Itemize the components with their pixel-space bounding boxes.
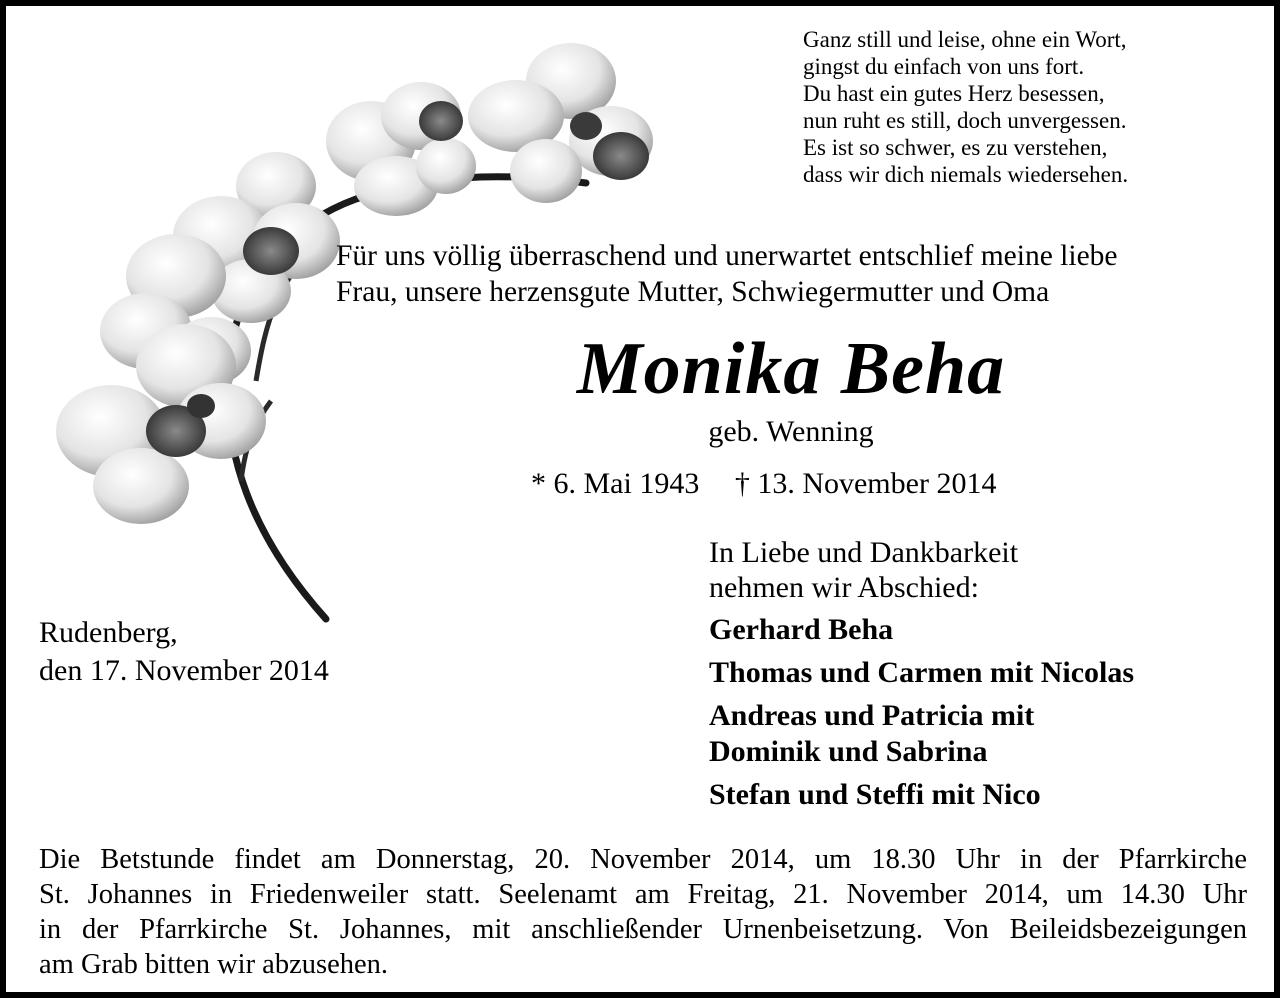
- farewell-text: [709, 535, 1249, 605]
- place-line: Rudenberg,: [39, 616, 178, 649]
- intro-text: [336, 238, 1266, 310]
- place-and-date: [39, 614, 459, 690]
- intro-line: Frau, unsere herzensgute Mutter, Schwiegermutter und Oma: [336, 276, 1050, 308]
- date-line: den 17. November 2014: [39, 654, 329, 687]
- birth-date: * 6. Mai 1943: [531, 467, 700, 500]
- mourners-list: [709, 612, 1269, 820]
- maiden-name: geb. Wenning: [708, 415, 874, 448]
- service-info-line: in der Pfarrkirche St. Johannes, mit anschließender Urnenbeisetzung. Von Beileidsbezeigungen: [39, 914, 1247, 945]
- farewell-line: nehmen wir Abschied:: [709, 571, 979, 604]
- service-info: [39, 842, 1247, 982]
- death-date: † 13. November 2014: [734, 467, 997, 500]
- farewell-line: In Liebe und Dankbarkeit: [709, 536, 1019, 569]
- poem-line: dass wir dich niemals wiedersehen.: [803, 162, 1129, 187]
- service-info-line: Die Betstunde findet am Donnerstag, 20. November 2014, um 18.30 Uhr in der Pfarrkirche: [39, 844, 1247, 875]
- poem-line: Du hast ein gutes Herz besessen,: [803, 81, 1105, 106]
- mourner-entry: Stefan und Steffi mit Nico: [709, 778, 1041, 811]
- poem-line: nun ruht es still, doch unvergessen.: [803, 108, 1127, 133]
- mourner-entry: Dominik und Sabrina: [709, 735, 988, 768]
- poem-line: Ganz still und leise, ohne ein Wort,: [803, 27, 1127, 52]
- mourner-entry: Thomas und Carmen mit Nicolas: [709, 656, 1135, 689]
- service-info-line: am Grab bitten wir abzusehen.: [39, 949, 388, 980]
- mourner-entry: Gerhard Beha: [709, 613, 894, 646]
- deceased-name: Monika Beha: [576, 328, 1006, 410]
- poem-line: gingst du einfach von uns fort.: [803, 54, 1085, 79]
- mourner-entry: Andreas und Patricia mit: [709, 699, 1035, 732]
- poem-line: Es ist so schwer, es zu verstehen,: [803, 135, 1108, 160]
- poem: [803, 26, 1263, 188]
- service-info-line: St. Johannes in Friedenweiler statt. Seelenamt am Freitag, 21. November 2014, um 14.30 Uhr: [39, 879, 1247, 910]
- life-dates: [531, 464, 1091, 504]
- intro-line: Für uns völlig überraschend und unerwartet entschlief meine liebe: [336, 240, 1118, 272]
